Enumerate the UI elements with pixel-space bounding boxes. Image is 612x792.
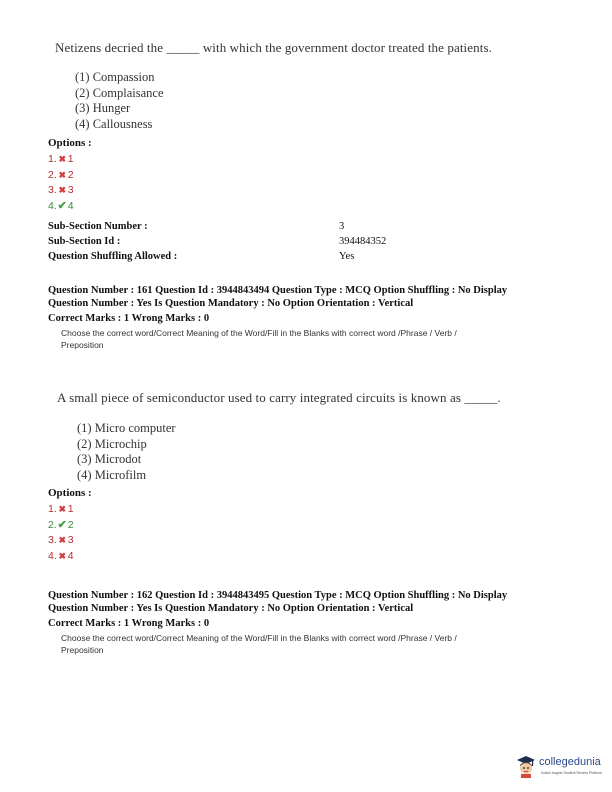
question-162-header	[48, 589, 507, 615]
cross-icon: ✖	[58, 154, 67, 164]
choice-1: (1) Compassion	[75, 70, 155, 84]
cross-icon: ✖	[58, 185, 67, 196]
choice-1: (1) Micro computer	[77, 421, 176, 435]
logo-wordmark: collegedunia	[539, 756, 601, 768]
choice-2: (2) Microchip	[77, 436, 147, 451]
subsection-id: 394484352	[339, 236, 387, 247]
checkmark-icon: ✔	[57, 518, 67, 531]
option-4: 4. ✖ 4	[48, 549, 74, 565]
instruction-line-1: Choose the correct word/Correct Meaning of the Word/Fill in the Blanks with correct word /Phrase / Verb /	[61, 328, 457, 338]
question-161-choices	[77, 421, 176, 483]
options-label: Options :	[48, 137, 92, 149]
option-1: 1. ✖ 1	[48, 152, 74, 168]
choice-2: (2) Complaisance	[75, 85, 164, 100]
question-162-marks: Correct Marks : 1 Wrong Marks : 0	[48, 618, 210, 629]
header-line-2: Question Number : Yes Is Question Mandatory : No Option Orientation : Vertical	[48, 603, 414, 614]
subsection-number: 3	[339, 221, 345, 232]
option-2: 2.✔2	[48, 518, 74, 534]
subsection-number-label: Sub-Section Number :	[48, 221, 148, 232]
option-2: 2. ✖ 2	[48, 168, 74, 184]
subsection-id-label: Sub-Section Id :	[48, 236, 121, 247]
question-161-text: A small piece of semiconductor used to carry integrated circuits is known as _____.	[57, 390, 501, 405]
option-1: 1. ✖ 1	[48, 502, 74, 518]
instruction-line-2: Preposition	[61, 645, 104, 655]
question-161-marks: Correct Marks : 1 Wrong Marks : 0	[48, 313, 210, 324]
options-label: Options :	[48, 487, 92, 499]
choice-4: (4) Microfilm	[77, 467, 147, 482]
cross-icon: ✖	[58, 535, 67, 546]
question-161-header	[48, 284, 507, 310]
header-line-1: Question Number : 162 Question Id : 3944843495 Question Type : MCQ Option Shuffling : No Display	[48, 590, 508, 601]
shuffle-value: Yes	[339, 251, 355, 262]
instruction-line-1: Choose the correct word/Correct Meaning of the Word/Fill in the Blanks with correct word /Phrase / Verb /	[61, 633, 457, 643]
option-4: 4.✔4	[48, 199, 74, 215]
header-line-2: Question Number : Yes Is Question Mandatory : No Option Orientation : Vertical	[48, 298, 414, 309]
logo-tagline: India's largest Student Review Platform	[541, 771, 602, 775]
checkmark-icon: ✔	[57, 199, 67, 212]
graduate-mascot-icon	[515, 754, 537, 778]
option-3: 3. ✖ 3	[48, 183, 74, 199]
question-160-options	[48, 152, 74, 214]
option-3: 3. ✖ 3	[48, 533, 74, 549]
choice-3: (3) Hunger	[75, 101, 131, 115]
cross-icon: ✖	[58, 550, 67, 561]
header-line-1: Question Number : 161 Question Id : 3944843494 Question Type : MCQ Option Shuffling : No Display	[48, 285, 508, 296]
question-161-instruction	[61, 327, 457, 351]
question-161-options	[48, 502, 74, 564]
question-160-choices	[75, 70, 164, 132]
instruction-line-2: Preposition	[61, 340, 104, 350]
shuffle-label: Question Shuffling Allowed :	[48, 251, 178, 262]
choice-4: (4) Callousness	[75, 116, 153, 131]
collegedunia-logo	[515, 752, 607, 782]
choice-3: (3) Microdot	[77, 452, 142, 466]
cross-icon: ✖	[58, 504, 67, 514]
question-162-instruction	[61, 632, 457, 656]
question-160-text: Netizens decried the _____ with which the government doctor treated the patients.	[55, 40, 492, 55]
cross-icon: ✖	[58, 169, 67, 180]
